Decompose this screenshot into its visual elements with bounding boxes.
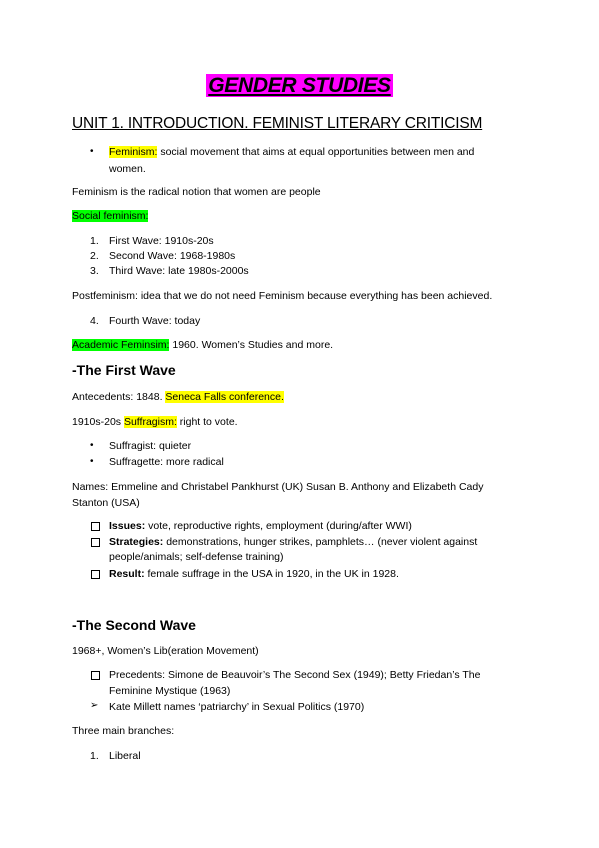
- postfeminism: Postfeminism: idea that we do not need Feminism because everything has been achieved.: [72, 290, 493, 302]
- antecedents: [72, 391, 284, 403]
- suffragism-term: Suffragism:: [123, 416, 177, 428]
- title-wrap: [0, 74, 599, 98]
- names-line2: Stanton (USA): [72, 497, 140, 509]
- social-feminism-label: [72, 210, 148, 222]
- second-wave-heading: -The Second Wave: [72, 617, 196, 633]
- feminism-def: social movement that aims at equal opportunities between men and: [157, 146, 475, 158]
- feminism-term: Feminism:: [109, 146, 158, 158]
- suffragism-line: [72, 416, 238, 428]
- strategies-line1: [109, 536, 477, 548]
- suffragism-post: right to vote.: [176, 416, 238, 428]
- strategies-label: Strategies:: [109, 536, 164, 548]
- academic-rest: 1960. Women’s Studies and more.: [169, 339, 334, 351]
- wave-item-4: Fourth Wave: today: [109, 315, 201, 327]
- bullet-dot: •: [90, 440, 94, 451]
- precedents-line2: Feminine Mystique (1963): [109, 685, 231, 697]
- wave-item-1: First Wave: 1910s-20s: [109, 235, 214, 247]
- academic-feminism: [72, 339, 333, 351]
- suffragette-item: Suffragette: more radical: [109, 456, 224, 468]
- checkbox-icon: [91, 570, 100, 582]
- issues-text: vote, reproductive rights, employment (during/after WWI): [145, 520, 412, 532]
- feminism-def-line2: women.: [109, 163, 146, 175]
- wave-num-2: 2.: [90, 250, 99, 262]
- wave-num-4: 4.: [90, 315, 99, 327]
- result-label: Result:: [109, 568, 145, 580]
- social-feminism-hl: Social feminism:: [72, 210, 149, 222]
- antecedents-text: Antecedents: 1848.: [72, 391, 166, 403]
- wave-num-3: 3.: [90, 265, 99, 277]
- bullet-dot: •: [90, 456, 94, 467]
- checkbox-icon: [91, 538, 100, 550]
- names-line1: Names: Emmeline and Christabel Pankhurst (UK) Susan B. Anthony and Elizabeth Cady: [72, 481, 484, 493]
- unit-heading: UNIT 1. INTRODUCTION. FEMINIST LITERARY CRITICISM: [72, 115, 483, 132]
- academic-term: Academic Feminsim:: [72, 339, 170, 351]
- wave-item-3: Third Wave: late 1980s-2000s: [109, 265, 249, 277]
- second-wave-intro: 1968+, Women’s Lib(eration Movement): [72, 645, 259, 657]
- antecedents-highlight: Seneca Falls conference.: [165, 391, 284, 403]
- branch-num-1: 1.: [90, 750, 99, 762]
- wave-num-1: 1.: [90, 235, 99, 247]
- wave-item-2: Second Wave: 1968-1980s: [109, 250, 236, 262]
- first-wave-heading: -The First Wave: [72, 362, 176, 378]
- suffragist-item: Suffragist: quieter: [109, 440, 192, 452]
- arrow-bullet-icon: ➢: [90, 700, 99, 711]
- suffragism-pre: 1910s-20s: [72, 416, 124, 428]
- precedents-line1: Precedents: Simone de Beauvoir’s The Second Sex (1949); Betty Friedan’s The: [109, 669, 481, 681]
- result-line: [109, 568, 399, 580]
- feminism-notion: Feminism is the radical notion that women are people: [72, 186, 321, 198]
- issues-label: Issues:: [109, 520, 146, 532]
- bullet-dot: •: [90, 146, 94, 157]
- checkbox-icon: [91, 671, 100, 683]
- strategies-text: demonstrations, hunger strikes, pamphlets… (never violent against: [163, 536, 478, 548]
- issues-line: [109, 520, 412, 532]
- page-title: GENDER STUDIES: [208, 74, 391, 97]
- branches-label: Three main branches:: [72, 725, 175, 737]
- feminism-def-line1: [109, 146, 474, 158]
- checkbox-icon: [91, 522, 100, 534]
- millett-line: Kate Millett names ‘patriarchy’ in Sexual Politics (1970): [109, 701, 365, 713]
- result-text: female suffrage in the USA in 1920, in the UK in 1928.: [144, 568, 399, 580]
- strategies-line2: people/animals; self-defense training): [109, 551, 284, 563]
- branch-item-1: Liberal: [109, 750, 141, 762]
